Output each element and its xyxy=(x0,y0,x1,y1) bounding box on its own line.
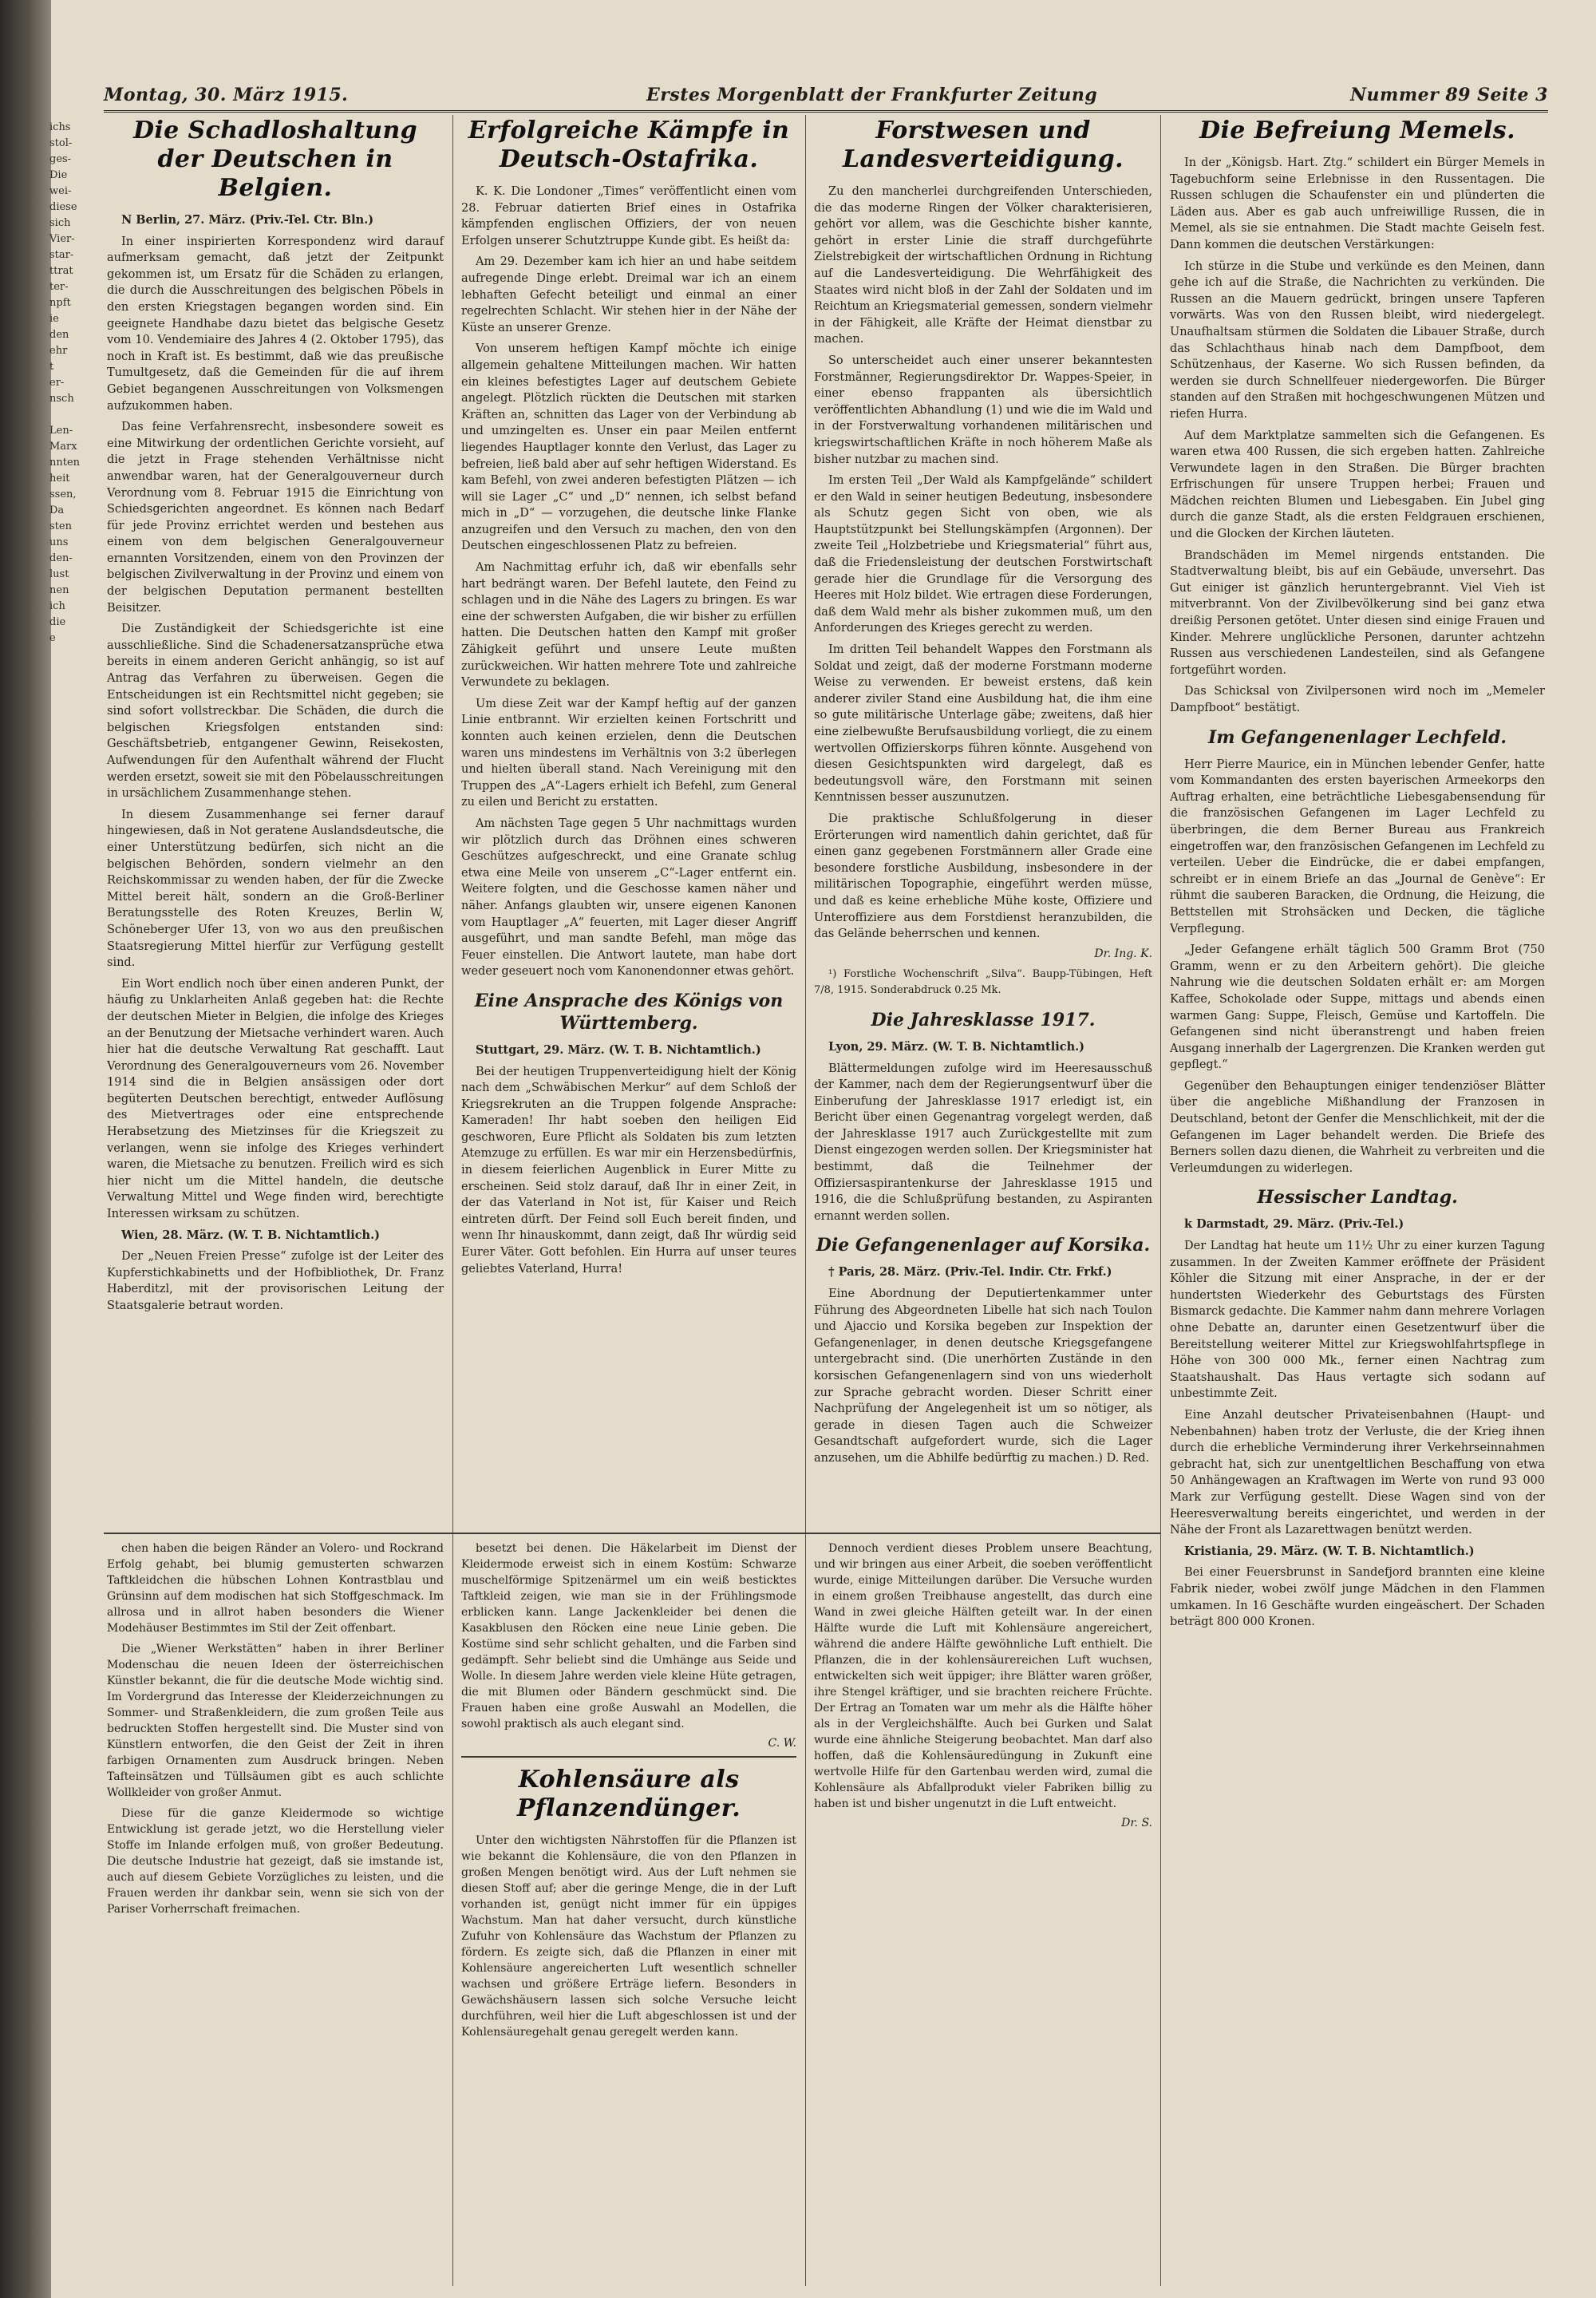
article-forstwesen xyxy=(814,117,1152,1529)
paragraph: In diesem Zusammenhange sei ferner darauf hingewiesen, daß in Not geratene Auslandsdeutsche, die einer Unterstützung bedürfen, sich nicht an die belgischen Behörden, sondern vielmehr an den Reichskommissar zu wenden haben, der für die Zwecke Mittel bereit hält, sondern an die Groß-Berliner Beratungsstelle des Roten Kreuzes, Berlin W, Schöneberger Ufer 13, von wo aus den preußischen Staatsregierung Mittel hierfür zur Verfügung gestellt sind. xyxy=(107,808,444,970)
dateline-darmstadt: k Darmstadt, 29. März. (Priv.-Tel.) xyxy=(1184,1217,1404,1232)
paragraph: Der Landtag hat heute um 11½ Uhr zu einer kurzen Tagung zusammen. In der Zweiten Kammer eröffnete der Präsident Köhler die Sitzung mit einer Ansprache, in der er der hundertsten Wiederkehr des Geburtstags des Fürsten Bismarck gedachte. Die Kammer nahm dann mehrere Vorlagen ohne Debatte an, darunter einen Gesetzentwurf über die Bereitstellung weiterer Mittel zur Kriegswohlfahrtspflege in Höhe von 300 000 Mk., ferner einen Nachtrag zum Staatshaushalt. Das Haus vertagte sich sodann auf unbestimmte Zeit. xyxy=(1170,1240,1545,1401)
paragraph: Die „Wiener Werkstätten“ haben in ihrer Berliner Modenschau die neuen Ideen der österreichischen Künstler bekannt, die für die deutsche Mode wichtig sind. Im Vordergrund das Interesse der Kleiderzeichnungen zu Sommer- und Straßenkleidern, die zum großen Teile aus bedruckten Stoffen hergestellt sind. Die Muster sind von Künstlern entworfen, die den Geist der Zeit in ihren farbigen Ornamenten zum Ausdruck bringen. Neben Tafteinsätzen und Tüllsäumen gibt es auch schlichte Wollkleider von großer Anmut. xyxy=(107,1643,444,1799)
paragraph: Eine Anzahl deutscher Privateisenbahnen (Haupt- und Nebenbahnen) haben trotz der Verluste, die der Krieg ihnen durch die erhebliche Verminderung ihrer Verkehrseinnahmen gebracht hat, sich zur unentgeltlichen Beschaffung von etwa 50 Anhängewagen an Kraftwagen im Werte von rund 93 000 Mark zur Verfügung gestellt. Diese Wagen sind von der Heeresverwaltung bereits eingerichtet, und werden in der Nähe der Front als Lazarettwagen benützt werden. xyxy=(1170,1408,1545,1537)
paragraph: „Jeder Gefangene erhält täglich 500 Gramm Brot (750 Gramm, wenn er zu den Arbeitern gehört). Die gleiche Nahrung wie die deutschen Soldaten erhält er: am Morgen Kaffee, Schokolade oder Suppe, mittags und abends einen warmen Gang: Suppe, Fleisch, Gemüse und Kartoffeln. Die Gefangenen sind nicht überanstrengt und haben freien Ausgang innerhalb der Lagergrenzen. Die Kranken werden gut gepflegt.“ xyxy=(1170,943,1545,1072)
feuilleton-col3 xyxy=(814,1541,1152,2203)
headline-korsika: Die Gefangenenlager auf Korsika. xyxy=(816,1235,1151,1256)
paragraph: Um diese Zeit war der Kampf heftig auf der ganzen Linie entbrannt. Wir erzielten keinen Fortschritt und konnten auch keinen erzielen, denn die Deutschen waren uns mindestens im Verhältnis von 3:2 überlegen und hielten überall stand. Nach Vereinigung mit den Truppen des „A“-Lagers erhielt ich Befehl, zum General zu eilen und Bericht zu erstatten. xyxy=(461,697,796,809)
paragraph: Die praktische Schlußfolgerung in dieser Erörterungen wird namentlich dahin gerichtet, daß für einen ganz gegebenen Forstmännern aller Grade eine besondere forstliche Ausbildung, insbesondere in der militärischen Topographie, eingeführt werden müsse, und daß es keine erhebliche Mühe koste, Offiziere und Unteroffiziere aus dem Forstdienst heranzubilden, die das Gelände beherrschen und kennen. xyxy=(814,812,1152,941)
article-schadloshaltung xyxy=(107,117,444,1529)
paragraph-intro: K. K. Die Londoner „Times“ veröffentlicht einen vom 28. Februar datierten Brief eines in Ostafrika kämpfenden englischen Offiziers, der von neuen Erfolgen unserer Schutztruppe Kunde gibt. Es heißt da: xyxy=(461,185,796,247)
headline-forstwesen: Forstwesen und Landesverteidigung. xyxy=(843,117,1124,173)
masthead-issue: Nummer 89 Seite 3 xyxy=(1349,85,1548,105)
paragraph: Im dritten Teil behandelt Wappes den Forstmann als Soldat und zeigt, daß der moderne Forstmann moderne Weise zu verwenden. Er beweist erstens, daß kein anderer ziviler Stand eine Ausbildung hat, die ihm eine so gute militärische Unterlage gäbe; zweitens, daß hier eine zielbewußte Berufsausbildung vorliegt, die zu einem wertvollen Offizierskorps führen könnte. Ausgehend von diesen Gesichtspunkten wird dargelegt, daß es bedeutungsvoll wäre, den Forstmann mit seinen Kenntnissen besser auszunutzen. xyxy=(814,643,1152,805)
paragraph: Am 29. Dezember kam ich hier an und habe seitdem aufregende Dinge erlebt. Dreimal war ich an einem lebhaften Gefecht beteiligt und einmal an einer regelrechten Schlacht. Wir stehen hier in der Nähe der Küste an unserer Grenze. xyxy=(461,255,796,334)
masthead-date: Montag, 30. März 1915. xyxy=(104,85,349,105)
paragraph: chen haben die beigen Ränder an Volero- und Rockrand Erfolg gehabt, bei blumig gemusterten schwarzen Taftkleidchen die hübschen Lohnen Kontrastblau und Grünsinn auf dem modischen hat sich Stoffgeschmack. Im allrosa und in allrot haben besonders die Wiener Modehäuser Bestimmtes im Stil der Zeit offenbart. xyxy=(107,1542,444,1635)
headline-landtag: Hessischer Landtag. xyxy=(1257,1187,1458,1208)
left-edge-text-fragments: ichs stol- ges- Die wei- diese sich Vier- star- ttrat ter- npft ie den ehr t er- nsch Len- Marx nnten heit ssen, Da sten uns den- lust nen ich die e xyxy=(49,121,81,644)
column-rule xyxy=(452,115,453,2286)
headline-ostafrika: Erfolgreiche Kämpfe in Deutsch-Ostafrika. xyxy=(468,117,790,173)
dateline-wien: Wien, 28. März. (W. T. B. Nichtamtlich.) xyxy=(121,1228,381,1242)
feuilleton-mode-col1 xyxy=(107,1541,444,2203)
paragraph: Dennoch verdient dieses Problem unsere Beachtung, und wir bringen aus einer Arbeit, die soeben veröffentlicht wurde, einige Mitteilungen darüber. Die Versuche wurden in einem großen Treibhause angestellt, das durch eine Wand in zwei gleiche Hälften geteilt war. In der einen Hälfte wurde die Luft mit Kohlensäure angereichert, während die andere Hälfte gewöhnliche Luft enthielt. Die Pflanzen, die in der kohlensäurereichen Luft wuchsen, entwickelten sich weit üppiger; ihre Blätter waren größer, ihre Stengel kräftiger, und sie brachten reichere Früchte. Der Ertrag an Tomaten war um mehr als die Hälfte höher als in der Vergleichshälfte. Auch bei Gurken und Salat wurde eine ähnliche Steigerung beobachtet. Man darf also hoffen, daß die Kohlensäuredüngung in Zukunft eine wertvolle Hilfe für den Gartenbau werden wird, zumal die Kohlensäure als Abfallprodukt vieler Fabriken billig zu haben ist und bisher ungenutzt in die Luft entweicht. xyxy=(814,1542,1152,1810)
paragraph: In einer inspirierten Korrespondenz wird darauf aufmerksam gemacht, daß jetzt der Zeitpunkt gekommen ist, um Ersatz für die Schäden zu erlangen, die durch die Ausschreitungen des belgischen Pöbels in den ersten Kriegstagen begangen worden sind. Ein geeignete Handhabe dazu bietet das belgische Gesetz vom 10. Vendemiaire des Jahres 4 (2. Oktober 1795), das noch in Kraft ist. Es bestimmt, daß wie das preußische Tumultgesetz, daß die Gemeinden für die auf ihrem Gebiet begangenen Ausschreitungen von Volksmengen aufzukommen haben. xyxy=(107,235,444,413)
paragraph: Bei einer Feuersbrunst in Sandefjord brannten eine kleine Fabrik nieder, wobei zwölf junge Mädchen in den Flammen umkamen. In 16 Geschäfte wurden eingeäschert. Der Schaden beträgt 800 000 Kronen. xyxy=(1170,1566,1545,1629)
masthead xyxy=(104,83,1548,113)
signature: C. W. xyxy=(768,1737,796,1750)
column-rule xyxy=(1160,115,1161,2286)
paragraph: Herr Pierre Maurice, ein in München lebender Genfer, hatte vom Kommandanten des ersten bayerischen Armeekorps den Auftrag erhalten, eine beträchtliche Liebesgabensendung für die französischen Gefangenen im Lager Lechfeld zu überbringen, die dem Berner Bureau aus Frankreich eingetroffen war, den französischen Gefangenen im Lechfeld zu verteilen. Ueber die Eindrücke, die er dabei empfangen, schreibt er in einem Briefe an das „Journal de Genève“: Er rühmt die sauberen Baracken, die Ordnung, die Heizung, die Bettstellen mit Strohsäcken und Decken, die tägliche Verpflegung. xyxy=(1170,757,1545,935)
article-memel xyxy=(1170,117,1545,2288)
headline-lechfeld: Im Gefangenenlager Lechfeld. xyxy=(1207,726,1507,748)
dateline-kristiania: Kristiania, 29. März. (W. T. B. Nichtamtlich.) xyxy=(1184,1544,1475,1558)
signature: Dr. Ing. K. xyxy=(1094,947,1152,960)
headline-kohlensaeure: Kohlensäure als Pflanzendünger. xyxy=(461,1756,796,1823)
headline-schadloshaltung: Die Schadloshaltung der Deutschen in Belgien. xyxy=(132,117,418,202)
headline-memel: Die Befreiung Memels. xyxy=(1199,117,1515,144)
footnote: ¹) Forstliche Wochenschrift „Silva“. Baupp-Tübingen, Heft 7/8, 1915. Sonderabdruck 0.25 Mk. xyxy=(814,967,1152,997)
signature: Dr. S. xyxy=(1121,1817,1152,1829)
headline-jahresklasse: Die Jahresklasse 1917. xyxy=(871,1009,1096,1030)
paragraph: Auf dem Marktplatze sammelten sich die Gefangenen. Es waren etwa 400 Russen, die sich ergeben hatten. Zahlreiche Verwundete lagen in den Straßen. Die Bürger brachten Erfrischungen für unsere Truppen herbei; Frauen und Mädchen reichten Blumen und Liebesgaben. Ein Jubel ging durch die ganze Stadt, als die ersten Feldgrauen erschienen, und die Glocken der Kirchen läuteten. xyxy=(1170,429,1545,541)
feuilleton-col2 xyxy=(461,1541,796,2203)
column-rule xyxy=(805,115,806,2286)
paragraph: Eine Abordnung der Deputiertenkammer unter Führung des Abgeordneten Libelle hat sich nach Toulon und Ajaccio und Korsika begeben zur Inspektion der Gefangenenlager, in denen deutsche Kriegsgefangene untergebracht sind. (Die unerhörten Zustände in den korsischen Gefangenenlagern sind von uns wiederholt zur Sprache gebracht worden. Dieser Schritt einer Nachprüfung der Angelegenheit ist um so nötiger, als gerade in diesen Tagen auch die Schweizer Gesandtschaft aufgefordert wurde, sich die Lager anzusehen, um die Abhilfe bedürftig zu machen.) D. Red. xyxy=(814,1287,1152,1465)
paragraph: Von unserem heftigen Kampf möchte ich einige allgemein gehaltene Mitteilungen machen. Wir hatten ein kleines befestigtes Lager auf deutschem Gebiete angelegt. Plötzlich rückten die Deutschen mit starken Kräften an, schnitten das Lager von der Verbindung ab und umzingelten es. Unser ein paar Meilen entfernt liegendes Hauptlager konnte den Verlust, das Lager zu befreien, ließ bald aber auf sehr heftigen Widerstand. Es kam Befehl, von zwei anderen befestigten Plätzen — ich will sie Lager „C“ und „D“ nennen, ich selbst befand mich in „D“ — vorzugehen, die deutsche linke Flanke anzugreifen und den Versuch zu machen, den von den Deutschen eingeschlossenen Platz zu befreien. xyxy=(461,342,796,553)
paragraph: In der „Königsb. Hart. Ztg.“ schildert ein Bürger Memels in Tagebuchform seine Erlebnisse in den Russentagen. Die Russen schlugen die Schaufenster ein und plünderten die Läden aus. Aber es gab auch unfreiwillige Russen, die in Memel, als sie sie entnahmen. Die Stadt machte Geiseln fest. Dann kommen die deutschen Verstärkungen: xyxy=(1170,156,1545,251)
dateline-lyon: Lyon, 29. März. (W. T. B. Nichtamtlich.) xyxy=(828,1039,1085,1054)
paragraph: Das Schicksal von Zivilpersonen wird noch im „Memeler Dampfboot“ bestätigt. xyxy=(1170,685,1545,714)
headline-koenig: Eine Ansprache des Königs von Württemberg. xyxy=(474,990,784,1034)
article-ostafrika xyxy=(461,117,796,1529)
section-divider xyxy=(104,1533,1160,1534)
dateline: N Berlin, 27. März. (Priv.-Tel. Ctr. Bln.) xyxy=(121,213,374,227)
paragraph: Die Zuständigkeit der Schiedsgerichte ist eine ausschließliche. Sind die Schadenersatzansprüche etwa bereits in einem anderen Gericht anhängig, so ist auf Antrag das Verfahren zu überweisen. Gegen die Entscheidungen ist ein Rechtsmittel nicht gegeben; sie sind sofort vollstreckbar. Die Schäden, die durch die belgischen Kriegsfolgen entstanden sind: Geschäftsbetrieb, entgangener Gewinn, Reisekosten, Aufwendungen für den Aufenthalt während der Flucht werden ersetzt, soweit sie mit den Pöbelausschreitungen in ursächlichem Zusammenhange stehen. xyxy=(107,623,444,801)
paragraph-wien: Der „Neuen Freien Presse“ zufolge ist der Leiter des Kupferstichkabinetts und der Hofbibliothek, Dr. Franz Haberditzl, mit der provisorischen Leitung der Staatsgalerie betraut worden. xyxy=(107,1250,444,1312)
paragraph: Am nächsten Tage gegen 5 Uhr nachmittags wurden wir plötzlich durch das Dröhnen eines schweren Geschützes aufgeschreckt, und eine Granate schlug etwa eine Meile von unserem „C“-Lager entfernt ein. Weitere folgten, und die Geschosse kamen näher und näher. Anfangs glaubten wir, unsere eigenen Kanonen vom Hauptlager „A“ feuerten, mit Lager dieser Angriff ausgeführt, und man sandte Befehl, man möge das Feuer einstellen. Die Antwort lautete, man habe dort weder geseuert noch vom Kanonendonner etwas gehört. xyxy=(461,817,796,979)
paragraph: Am Nachmittag erfuhr ich, daß wir ebenfalls sehr hart bedrängt waren. Der Befehl lautete, den Feind zu schlagen und in die Nähe des Lagers zu bringen. Es war eine der schwersten Aufgaben, die wir bisher zu erfüllen hatten. Die Deutschen hatten den Kampf mit großer Zähigkeit geführt und unsere Leute mußten zurückweichen. Wir hatten mehrere Tote und zahlreiche Verwundete zu beklagen. xyxy=(461,561,796,690)
paragraph: Ich stürze in die Stube und verkünde es den Meinen, dann gehe ich auf die Straße, die Nachrichten zu verkünden. Die Russen an die Mauern gedrückt, bringen unsere Tapferen vorwärts. Was von den Russen bleibt, wird niedergelegt. Unaufhaltsam stürmen die Soldaten die Libauer Straße, durch das Schlachthaus hinab nach dem Dampfboot, dem Schützenhaus, der Kaserne. Wo sich Russen befinden, da werden sie durch Schnellfeuer niedergeworfen. Die Bürger standen auf den Straßen mit hochgeschwungenen Mützen und riefen Hurra. xyxy=(1170,259,1545,421)
book-binding-shadow xyxy=(0,0,51,2298)
paragraph: Ein Wort endlich noch über einen anderen Punkt, der häufig zu Unklarheiten Anlaß gegeben hat: die Rechte der deutschen Mieter in Belgien, die infolge des Krieges an der Benutzung der Mietsache verhindert waren. Auch hier hat die deutsche Verwaltung Rat geschafft. Laut Verordnung des Generalgouverneurs vom 26. November 1914 sind die in Belgien ansässigen oder dort begüterten Deutschen berechtigt, entweder Auflösung des Mietvertrages oder eine entsprechende Herabsetzung des Mietzinses für die Kriegszeit zu verlangen, wenn sie infolge des Krieges verhindert waren, die Mietsache zu benutzen. Freilich wird es sich hier nicht um die Mittel handeln, die deutsche Verwaltung Mittel und Wege finden wird, berechtigte Interessen wirksam zu schützen. xyxy=(107,977,444,1221)
paragraph: So unterscheidet auch einer unserer bekanntesten Forstmänner, Regierungsdirektor Dr. Wappes-Speier, in einer ebenso frappanten als übersichtlich veröffentlichten Abhandlung (1) und wie die im Wald und in der Forstverwaltung vorhandenen militärischen und kriegswirtschaftlichen Kräfte in noch höherem Maße als bisher nutzbar zu machen sind. xyxy=(814,354,1152,466)
paragraph: Diese für die ganze Kleidermode so wichtige Entwicklung ist gerade jetzt, wo die Herstellung vieler Stoffe im Inlande erfolgen muß, von großer Bedeutung. Die deutsche Industrie hat gezeigt, daß sie imstande ist, auch auf diesem Gebiete Vorzügliches zu leisten, und die Frauen werden ihr dankbar sein, wenn sie sich von der Pariser Vorherrschaft freimachen. xyxy=(107,1807,444,1916)
paragraph: Brandschäden im Memel nirgends entstanden. Die Stadtverwaltung bleibt, bis auf ein Gebäude, unversehrt. Das Gut einiger ist gänzlich heruntergebrannt. Viel Vieh ist mitverbrannt. Von der Zivilbevölkerung sind bei ganz etwa dreißig Personen getötet. Unter diesen sind einige Frauen und Kinder. Mehrere unglückliche Personen, darunter achtzehn Russen aus verschiedenen Landesteilen, sind als Gefangene fortgeführt worden. xyxy=(1170,548,1545,677)
paragraph: Das feine Verfahrensrecht, insbesondere soweit es eine Mitwirkung der ordentlichen Gerichte vorsieht, auf die jetzt in Frage stehenden Verhältnisse nicht anwendbar waren, hat der Generalgouverneur durch Verordnung vom 8. Februar 1915 die Einrichtung von Schiedsgerichten angeordnet. Es können nach Bedarf für jede Provinz errichtet werden und bestehen aus einem von dem belgischen Generalgouverneur ernannten Vorsitzenden, einem von den Provinzen der belgischen Zivilverwaltung in der Provinz und einem von der belgischen Deputation permanent bestellten Beisitzer. xyxy=(107,421,444,615)
masthead-paper-title: Erstes Morgenblatt der Frankfurter Zeitung xyxy=(646,85,1098,105)
paragraph: besetzt bei denen. Die Häkelarbeit im Dienst der Kleidermode erweist sich in einem Kostüm: Schwarze muschelförmige Spitzenärmel um ein weiß besticktes Taftkleid zeigen, wie man sie in der Frühlingsmode erblicken kann. Lange Jackenkleider bei denen die Kasakblusen den Röcken eine neue Linie geben. Die Kostüme sind sehr schlicht gehalten, und die Farben sind gedämpft. Sehr beliebt sind die Umhänge aus Seide und Wolle. In diesem Jahre werden viele kleine Hüte getragen, die mit Blumen oder Bändern geschmückt sind. Die Frauen haben eine große Auswahl an Modellen, die sowohl praktisch als auch elegant sind. xyxy=(461,1542,796,1730)
paragraph: Unter den wichtigsten Nährstoffen für die Pflanzen ist wie bekannt die Kohlensäure, die von den Pflanzen in großen Mengen benötigt wird. Aus der Luft nehmen sie diesen Stoff auf; aber die geringe Menge, die in der Luft vorhanden ist, genügt nicht immer für ein üppiges Wachstum. Man hat daher versucht, durch künstliche Zufuhr von Kohlensäure das Wachstum der Pflanzen zu fördern. Es zeigte sich, daß die Pflanzen in einer mit Kohlensäure angereicherten Luft wesentlich schneller wachsen und größere Erträge liefern. Besonders in Gewächshäusern lassen sich solche Versuche leicht durchführen, weil hier die Luft abgeschlossen ist und der Kohlensäuregehalt genau geregelt werden kann. xyxy=(461,1834,796,2039)
newspaper-page xyxy=(51,0,1596,2298)
paragraph: Zu den mancherlei durchgreifenden Unterschieden, die das moderne Ringen der Völker charakterisieren, gehört vor allem, was die Geschichte bisher kannte, gehört in erster Linie die straff durchgeführte Zielstrebigkeit der wirtschaftlichen Ordnung in Richtung auf die Landesverteidigung. Die Wehrfähigkeit des Staates wird nicht bloß in der Zahl der Soldaten und im Reichtum an Kriegsmaterial gemessen, sondern vielmehr in der Fähigkeit, alle Kräfte der Heimat dienstbar zu machen. xyxy=(814,185,1152,346)
paragraph: Im ersten Teil „Der Wald als Kampfgelände“ schildert er den Wald in seiner heutigen Bedeutung, insbesondere als Schutz gegen Sicht von oben, wie als Hauptstützpunkt bei Stellungskämpfen (Argonnen). Der zweite Teil „Holzbetriebe und Kriegsmaterial“ führt aus, daß die Friedensleistung der deutschen Forstwirtschaft gerade hier die Grundlage für die Versorgung des Heeres mit Holz bildet. Wie ertragen diese Forderungen, daß dem Wald mehr als bisher zukommen muß, um den Anforderungen des Krieges gerecht zu werden. xyxy=(814,474,1152,635)
paragraph: Blättermeldungen zufolge wird im Heeresausschuß der Kammer, nach dem der Regierungsentwurf über die Einberufung der Jahresklasse 1917 erledigt ist, ein Bericht über einen Gegenantrag vorgelegt werden, daß der Jahresklasse 1917 auch Zurückgestellte mit zum Dienst eingezogen werden sollen. Der Kriegsminister hat bestimmt, daß die Teilnehmer der Offiziersaspirantenkurse der Jahresklasse 1915 und 1916, die die Schlußprüfung bestanden, zu Aspiranten ernannt werden sollen. xyxy=(814,1062,1152,1223)
paragraph: Bei der heutigen Truppenverteidigung hielt der König nach dem „Schwäbischen Merkur“ auf dem Schloß der Kriegsrekruten an die Truppen folgende Ansprache: Kameraden! Ihr habt soeben den heiligen Eid geschworen, Eure Pflicht als Soldaten bis zum letzten Atemzuge zu erfüllen. Es war mir ein Herzensbedürfnis, in diesem feierlichen Augenblick in Eurer Mitte zu erscheinen. Seid stolz darauf, daß Ihr in einer Zeit, in der das Vaterland in Not ist, für Kaiser und Reich eintreten dürft. Der Feind soll Euch bereit finden, und wenn Ihr hinauskommt, dann zeigt, daß Ihr würdig seid Eurer Väter. Gott befohlen. Ein Hurra auf unser teures geliebtes Vaterland, Hurra! xyxy=(461,1065,796,1276)
dateline-paris: † Paris, 28. März. (Priv.-Tel. Indir. Ctr. Frkf.) xyxy=(828,1265,1112,1280)
paragraph: Gegenüber den Behauptungen einiger tendenziöser Blätter über die angebliche Mißhandlung der Franzosen in Deutschland, betont der Genfer die Menschlichkeit, mit der die Gefangenen im Lager behandelt werden. Die Briefe des Berners sollen dazu dienen, die Wahrheit zu verbreiten und die Verleumdungen zu widerlegen. xyxy=(1170,1079,1545,1175)
dateline-stuttgart: Stuttgart, 29. März. (W. T. B. Nichtamtlich.) xyxy=(476,1042,761,1057)
